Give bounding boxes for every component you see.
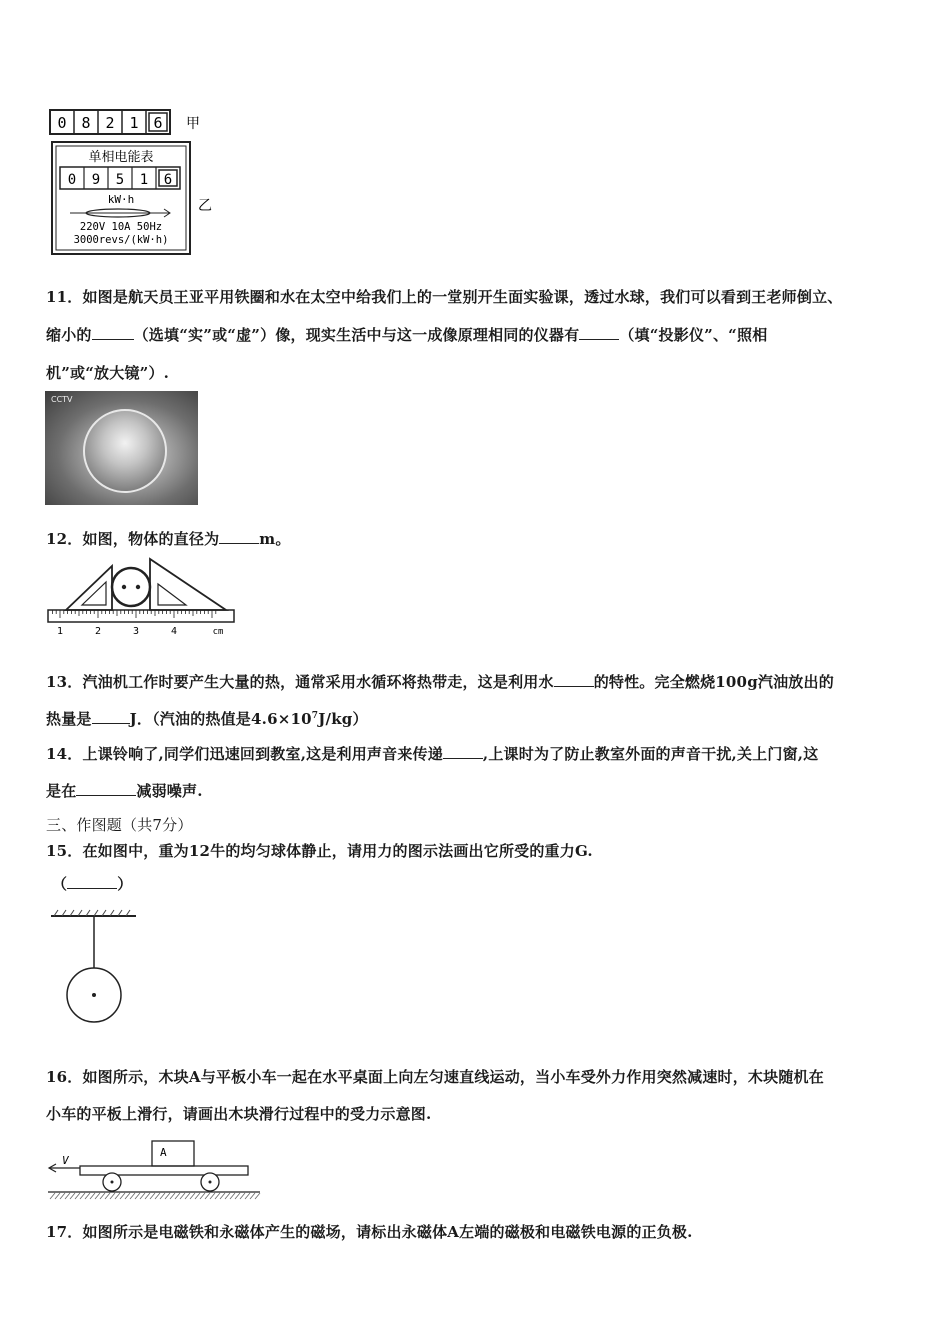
ruler-tick-label: 4 xyxy=(170,626,178,637)
jia-digit: 8 xyxy=(81,114,91,132)
q12-text: 12．如图，物体的直径为 m。 xyxy=(46,530,291,548)
q15-text: 15．在如图中，重为12牛的均匀球体静止，请用力的图示法画出它所受的重力G. xyxy=(46,842,593,860)
ruler-tick-label: 3 xyxy=(132,626,140,637)
hanging-ball-figure xyxy=(46,908,146,1028)
ruler-minor-ticks xyxy=(52,610,215,618)
q17-text: 17．如图所示是电磁铁和永磁体产生的磁场，请标出永磁体A左端的磁极和电磁铁电源的正负极. xyxy=(46,1223,693,1241)
meter-spec-revs: 3000revs/(kW·h) xyxy=(73,234,169,246)
yi-digit: 0 xyxy=(67,172,77,188)
jia-digit: 0 xyxy=(57,114,67,132)
q13-line2: 热量是 J．（汽油的热值是$4.6\times 10^7J/kg$） xyxy=(46,710,368,728)
cart-figure xyxy=(44,1136,264,1206)
ground-hatch xyxy=(50,1193,260,1199)
meter-jia-reading xyxy=(50,110,200,134)
block-a xyxy=(152,1141,194,1166)
exponent: 7 xyxy=(311,711,319,721)
yi-digit: 9 xyxy=(91,172,101,188)
answer-blank[interactable] xyxy=(579,325,619,340)
ruler-figure xyxy=(46,556,246,642)
cart-plate xyxy=(80,1166,248,1175)
right-set-square xyxy=(150,559,226,610)
left-set-square xyxy=(66,566,112,610)
velocity-label: V xyxy=(62,1154,69,1167)
jia-label: 甲 xyxy=(186,116,200,132)
section-title: 三、作图题（共7分） xyxy=(46,816,193,834)
meter-spec-voltage: 220V 10A 50Hz xyxy=(79,221,163,233)
answer-blank[interactable] xyxy=(443,744,483,759)
ruler-unit: cm xyxy=(212,627,224,637)
block-label: A xyxy=(160,1146,167,1159)
ruler-tick-label: 2 xyxy=(94,626,102,637)
q15-answer: （ ） xyxy=(52,875,133,893)
ruler-tick-label: 1 xyxy=(56,626,64,637)
water-ball-photo xyxy=(45,391,198,505)
center-dot xyxy=(92,993,96,997)
tv-logo: CCTV xyxy=(51,395,73,404)
answer-blank[interactable] xyxy=(219,529,259,544)
electric-meter-figure xyxy=(48,106,218,258)
meter-unit: kW·h xyxy=(107,193,135,206)
answer-blank[interactable] xyxy=(92,325,134,340)
water-ball xyxy=(83,409,167,493)
q16-line2: 小车的平板上滑行，请画出木块滑行过程中的受力示意图. xyxy=(46,1105,432,1123)
q13-line1: 13．汽油机工作时要产生大量的热，通常采用水循环将热带走，这是利用水 的特性。完全燃烧100g汽油放出的 xyxy=(46,673,834,691)
meter-title: 单相电能表 xyxy=(88,150,154,165)
q11-line2: 缩小的 （选填“实”或“虚”）像，现实生活中与这一成像原理相同的仪器有 （填“投影仪”、“照相 xyxy=(46,326,768,344)
q14-line2: 是在 减弱噪声. xyxy=(46,782,203,800)
q11-line1: 11．如图是航天员王亚平用铁圈和水在太空中给我们上的一堂别开生面实验课，透过水球，我们可以看到王老师倒立、 xyxy=(46,288,843,306)
yi-label: 乙 xyxy=(198,198,212,214)
ruler xyxy=(48,610,234,622)
yi-digit: 5 xyxy=(115,172,125,188)
q16-line1: 16．如图所示，木块A与平板小车一起在水平桌面上向左匀速直线运动，当小车受外力作用突然减速时，木块随机在 xyxy=(46,1068,824,1086)
answer-blank[interactable] xyxy=(67,874,117,889)
jia-digit: 6 xyxy=(153,114,163,132)
q11-line3: 机”或“放大镜”）. xyxy=(46,364,170,382)
meter-yi xyxy=(52,142,212,254)
jia-digit: 1 xyxy=(129,114,139,132)
answer-blank[interactable] xyxy=(92,709,130,724)
yi-digit: 6 xyxy=(163,172,173,188)
answer-blank[interactable] xyxy=(76,781,136,796)
answer-blank[interactable] xyxy=(554,672,594,687)
jia-digit: 2 xyxy=(105,114,115,132)
q14-line1: 14．上课铃响了,同学们迅速回到教室,这是利用声音来传递 ,上课时为了防止教室外面的声音干扰,关上门窗,这 xyxy=(46,745,819,763)
object-circle xyxy=(112,568,150,606)
yi-digit: 1 xyxy=(139,172,149,188)
